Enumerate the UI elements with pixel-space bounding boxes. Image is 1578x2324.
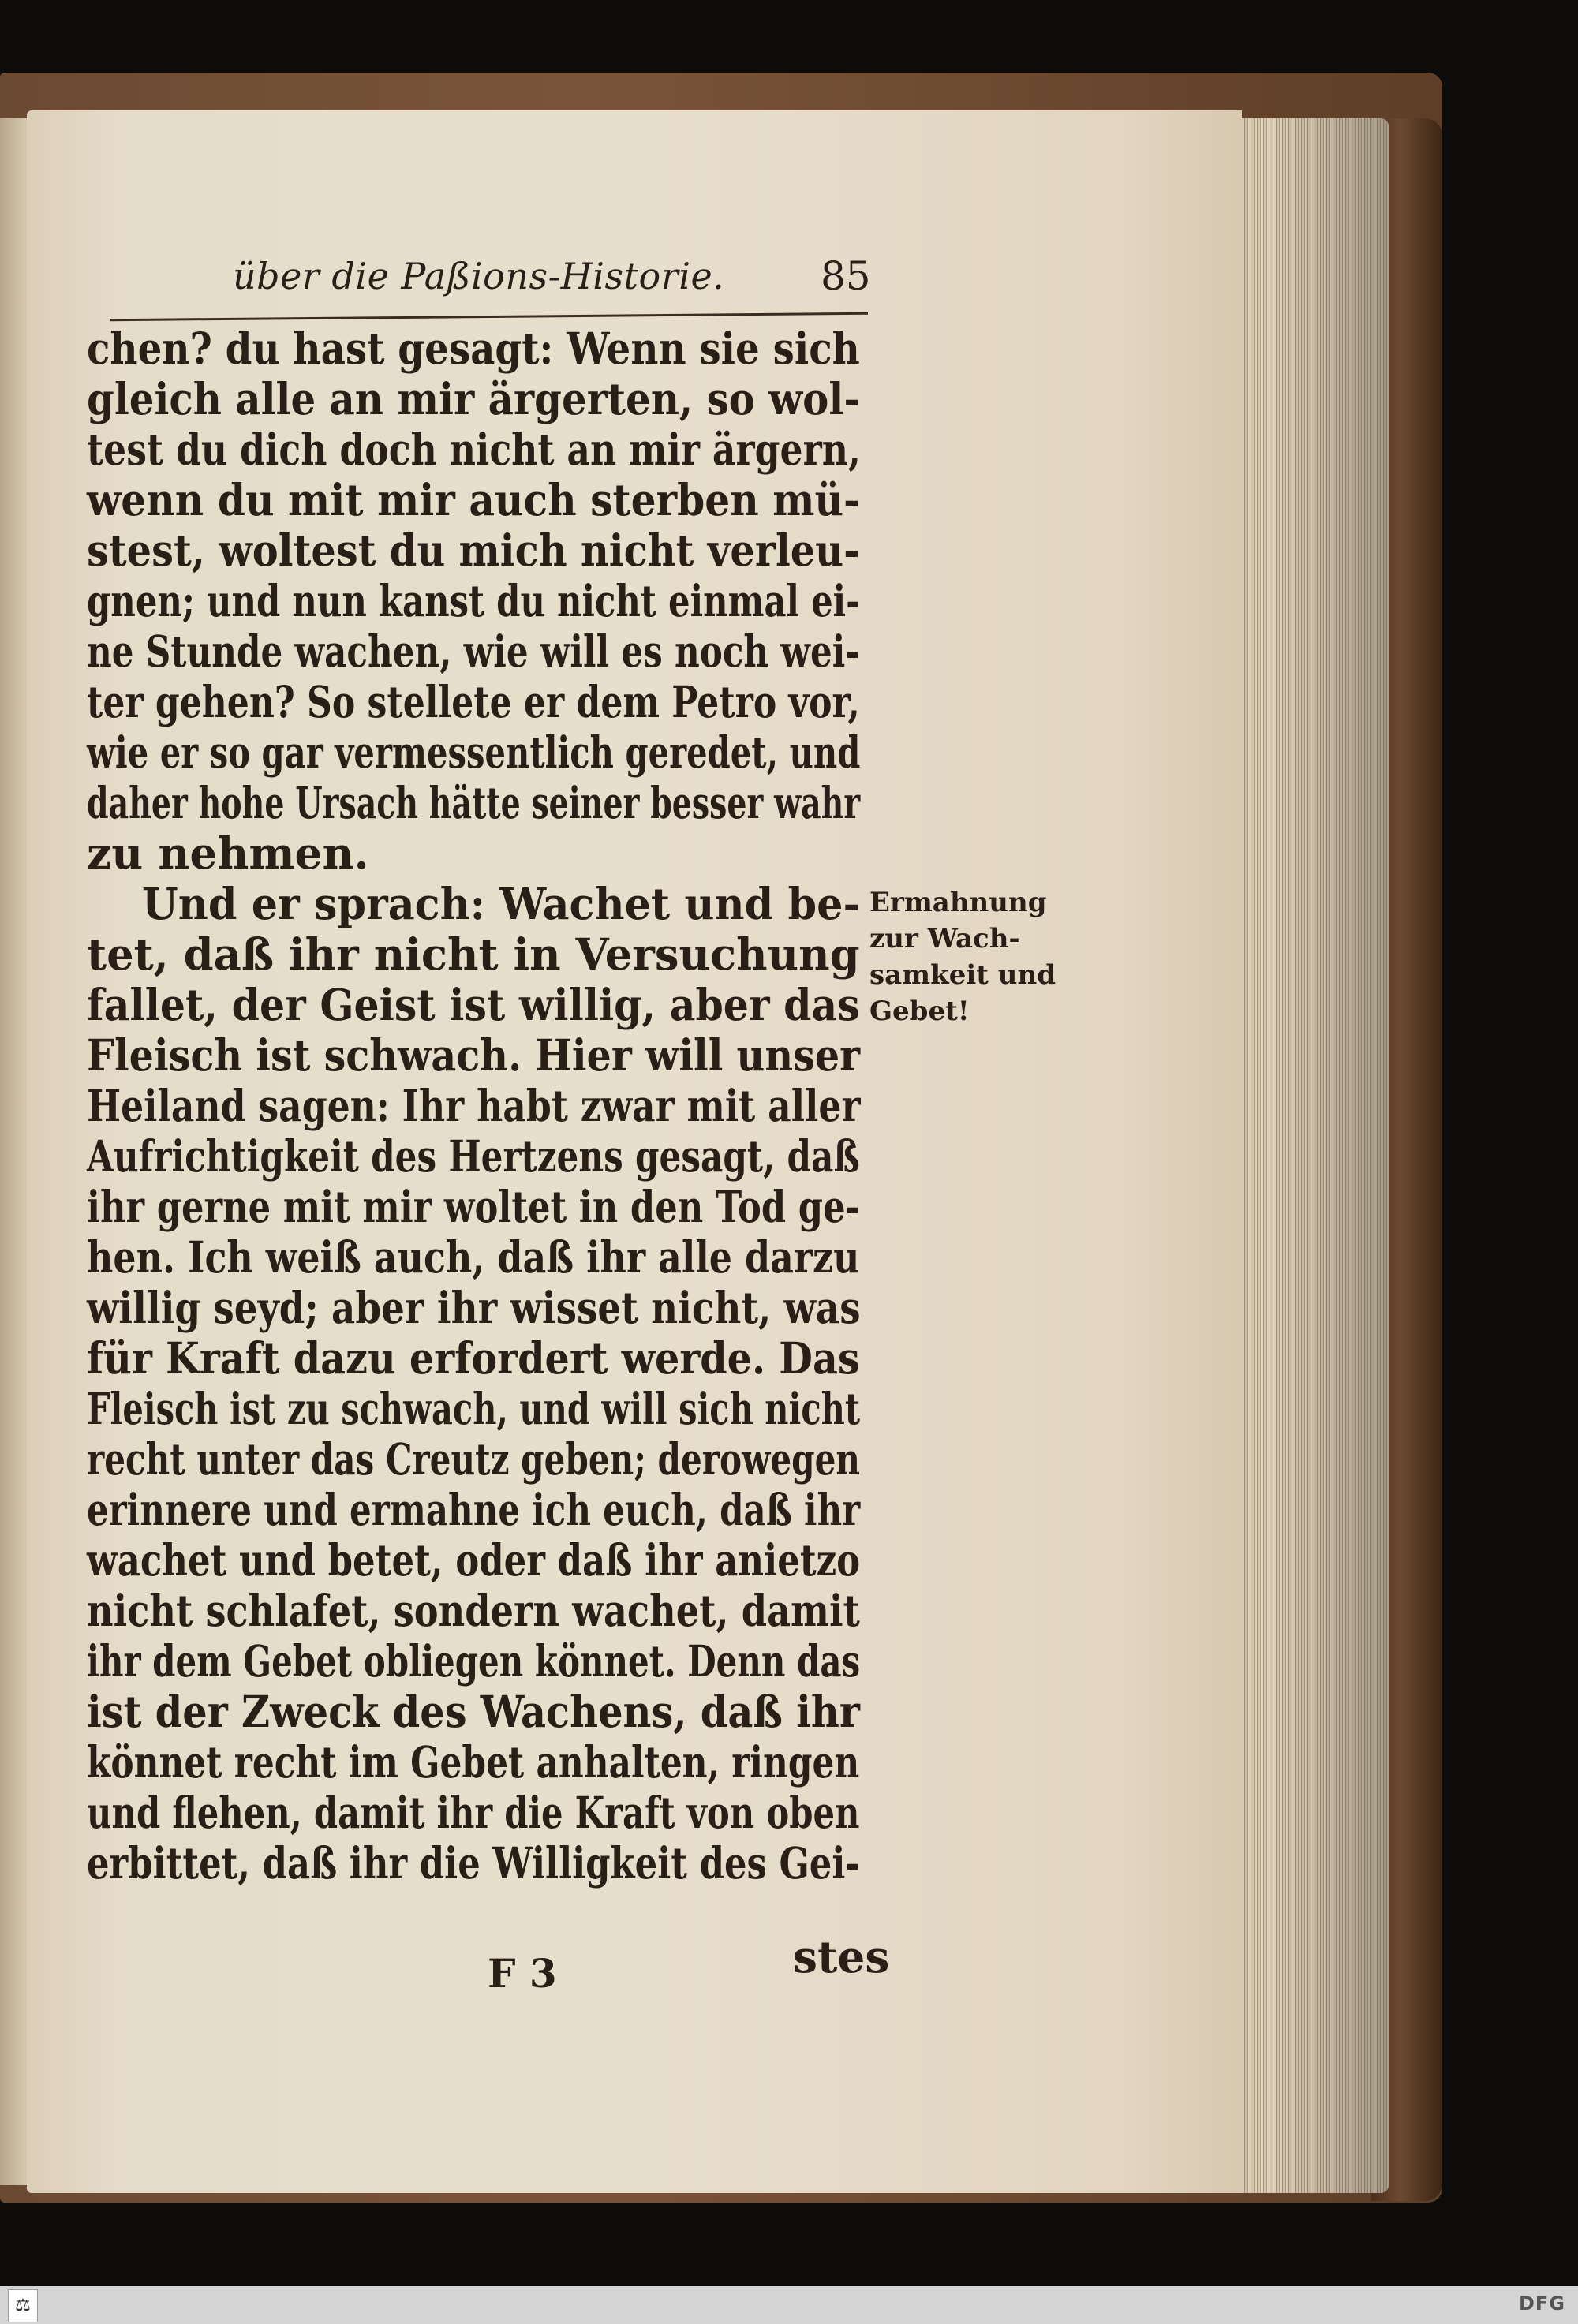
text-line: Und er sprach: Wachet und be- bbox=[142, 878, 861, 929]
text-line: nicht schlafet, sondern wachet, damit bbox=[87, 1585, 860, 1636]
margin-note-line: Ermahnung bbox=[869, 887, 1047, 918]
text-line: Fleisch ist schwach. Hier will unser bbox=[87, 1029, 861, 1081]
text-line: fallet, der Geist ist willig, aber das bbox=[87, 979, 860, 1030]
text-line: recht unter das Creutz geben; derowegen bbox=[87, 1433, 861, 1485]
text-line: Aufrichtigkeit des Hertzens gesagt, daß bbox=[87, 1130, 860, 1182]
text-line: erinnere und ermahne ich euch, daß ihr bbox=[87, 1484, 861, 1535]
library-logo-icon: ⚖ bbox=[8, 2289, 38, 2322]
catchword: stes bbox=[793, 1931, 890, 1982]
page-number: 85 bbox=[821, 253, 871, 299]
viewer-footer-bar bbox=[0, 2286, 1578, 2324]
text-line: gleich alle an mir ärgerten, so wol- bbox=[87, 373, 861, 424]
text-line: und flehen, damit ihr die Kraft von oben bbox=[87, 1787, 860, 1838]
margin-note-line: samkeit und bbox=[869, 959, 1056, 991]
margin-note-line: Gebet! bbox=[869, 996, 970, 1027]
signature-mark: F 3 bbox=[488, 1950, 557, 1997]
previous-page-edge bbox=[0, 118, 30, 2185]
text-line: chen? du hast gesagt: Wenn sie sich bbox=[87, 323, 860, 374]
text-line: daher hohe Ursach hätte seiner besser wahr bbox=[87, 777, 861, 828]
text-line: Fleisch ist zu schwach, und will sich nicht bbox=[87, 1383, 861, 1434]
text-line: gnen; und nun kanst du nicht einmal ei- bbox=[87, 575, 861, 626]
text-line: erbittet, daß ihr die Willigkeit des Gei- bbox=[87, 1837, 861, 1889]
margin-note-line: zur Wach- bbox=[869, 923, 1020, 955]
text-line: ter gehen? So stellete er dem Petro vor, bbox=[87, 676, 860, 727]
running-head: über die Paßions-Historie. bbox=[233, 255, 725, 297]
text-line: Heiland sagen: Ihr habt zwar mit aller bbox=[87, 1080, 861, 1131]
dfg-label: DFG bbox=[1518, 2292, 1565, 2315]
text-line: zu nehmen. bbox=[87, 828, 369, 879]
text-line: für Kraft dazu erfordert werde. Das bbox=[87, 1332, 860, 1384]
text-line: hen. Ich weiß auch, daß ihr alle darzu bbox=[87, 1231, 860, 1283]
text-line: wenn du mit mir auch sterben mü- bbox=[87, 474, 860, 525]
text-line: test du dich doch nicht an mir ärgern, bbox=[87, 424, 861, 475]
text-line: willig seyd; aber ihr wisset nicht, was bbox=[87, 1282, 861, 1333]
text-line: tet, daß ihr nicht in Versuchung bbox=[87, 928, 860, 980]
text-line: wachet und betet, oder daß ihr anietzo bbox=[87, 1534, 861, 1586]
text-line: könnet recht im Gebet anhalten, ringen bbox=[87, 1736, 860, 1788]
text-line: ihr gerne mit mir woltet in den Tod ge- bbox=[87, 1181, 861, 1232]
text-line: wie er so gar vermessentlich geredet, und bbox=[87, 727, 861, 778]
text-line: ihr dem Gebet obliegen könnet. Denn das bbox=[87, 1635, 861, 1687]
text-line: stest, woltest du mich nicht verleu- bbox=[87, 525, 860, 576]
text-line: ist der Zweck des Wachens, daß ihr bbox=[87, 1686, 860, 1737]
text-line: ne Stunde wachen, wie will es noch wei- bbox=[87, 626, 860, 677]
